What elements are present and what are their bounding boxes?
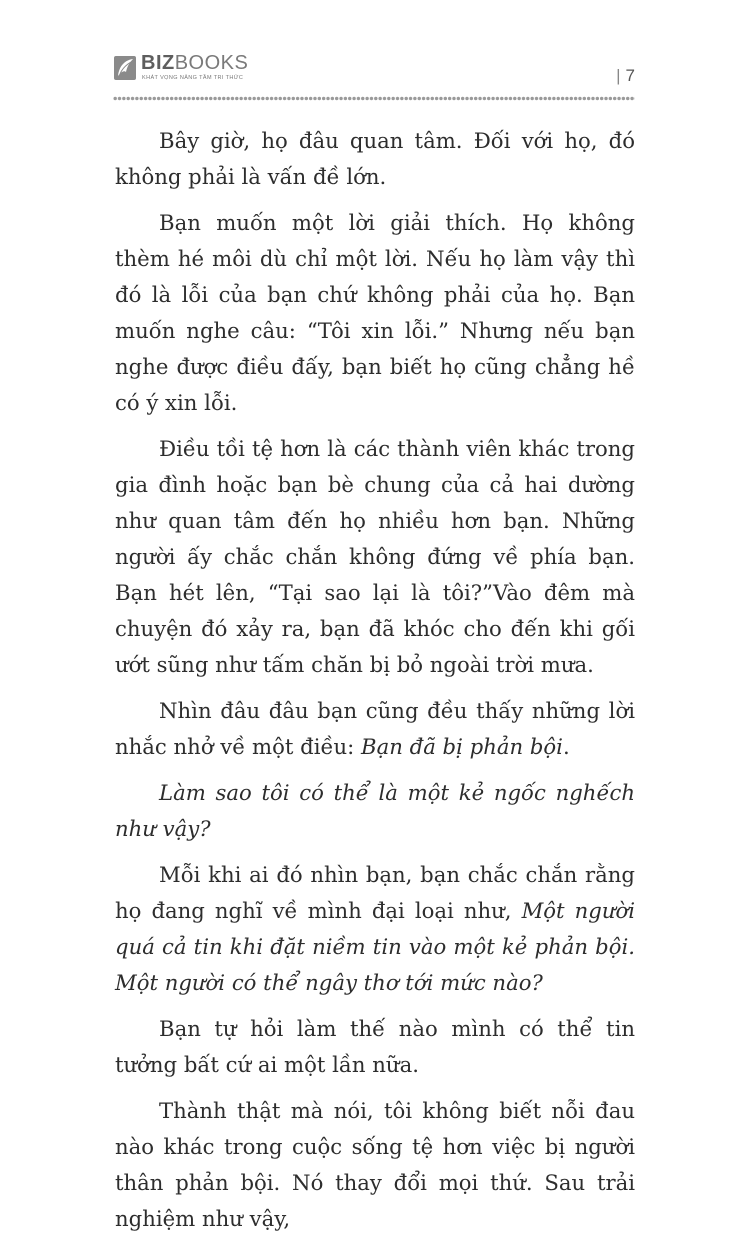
paragraph-3: Điều tồi tệ hơn là các thành viên khác trong gia đình hoặc bạn bè chung của cả hai dường như quan tâm đến họ nhiều hơn bạn. Những người ấy chắc chắn không đứng về phía bạn. Bạn hét lên, “Tại sao lại là tôi?”Vào đêm mà chuyện đó xảy ra, bạn đã khóc cho đến khi gối ướt sũng như tấm chăn bị bỏ ngoài trời mưa. [115, 436, 635, 677]
brand-bold: BIZ [141, 52, 175, 74]
paragraph-4-end: . [562, 734, 570, 759]
page-number-value: 7 [625, 66, 635, 85]
brand-light: BOOKS [174, 52, 249, 74]
paragraph-1: Bây giờ, họ đâu quan tâm. Đối với họ, đó không phải là vấn đề lớn. [115, 128, 635, 189]
paragraph-6-italic: Một người quá cả tin khi đặt niềm tin vào một kẻ phản bội. Một người có thể ngây thơ tới mức nào? [115, 898, 635, 995]
paragraph-6 [115, 857, 635, 1001]
page-separator: | [616, 66, 621, 85]
paragraph-4-text: Nhìn đâu đâu bạn cũng đều thấy những lời nhắc nhở về một điều: [115, 698, 635, 759]
page-number [616, 66, 635, 86]
bizbooks-leaf-logo-icon [113, 54, 137, 82]
paragraph-7: Bạn tự hỏi làm thế nào mình có thể tin tưởng bất cứ ai một lần nữa. [115, 1016, 635, 1077]
page-body [115, 123, 635, 1247]
dotted-divider [113, 96, 635, 101]
paragraph-4-italic: Bạn đã bị phản bội [361, 734, 563, 759]
page-header [113, 52, 635, 102]
brand-tagline: KHÁT VỌNG NÂNG TẦM TRI THỨC [142, 75, 244, 81]
brand-name [141, 52, 248, 74]
paragraph-4 [115, 693, 635, 765]
paragraph-8: Thành thật mà nói, tôi không biết nỗi đau nào khác trong cuộc sống tệ hơn việc bị người thân phản bội. Nó thay đổi mọi thứ. Sau trải nghiệm như vậy, [115, 1098, 635, 1231]
paragraph-2: Bạn muốn một lời giải thích. Họ không thèm hé môi dù chỉ một lời. Nếu họ làm vậy thì đó là lỗi của bạn chứ không phải của họ. Bạn muốn nghe câu: “Tôi xin lỗi.” Nhưng nếu bạn nghe được điều đấy, bạn biết họ cũng chẳng hề có ý xin lỗi. [115, 210, 635, 415]
paragraph-6-text: Mỗi khi ai đó nhìn bạn, bạn chắc chắn rằng họ đang nghĩ về mình đại loại như, [115, 862, 635, 923]
paragraph-5 [115, 775, 635, 847]
paragraph-5-italic: Làm sao tôi có thể là một kẻ ngốc nghếch như vậy? [115, 780, 635, 841]
